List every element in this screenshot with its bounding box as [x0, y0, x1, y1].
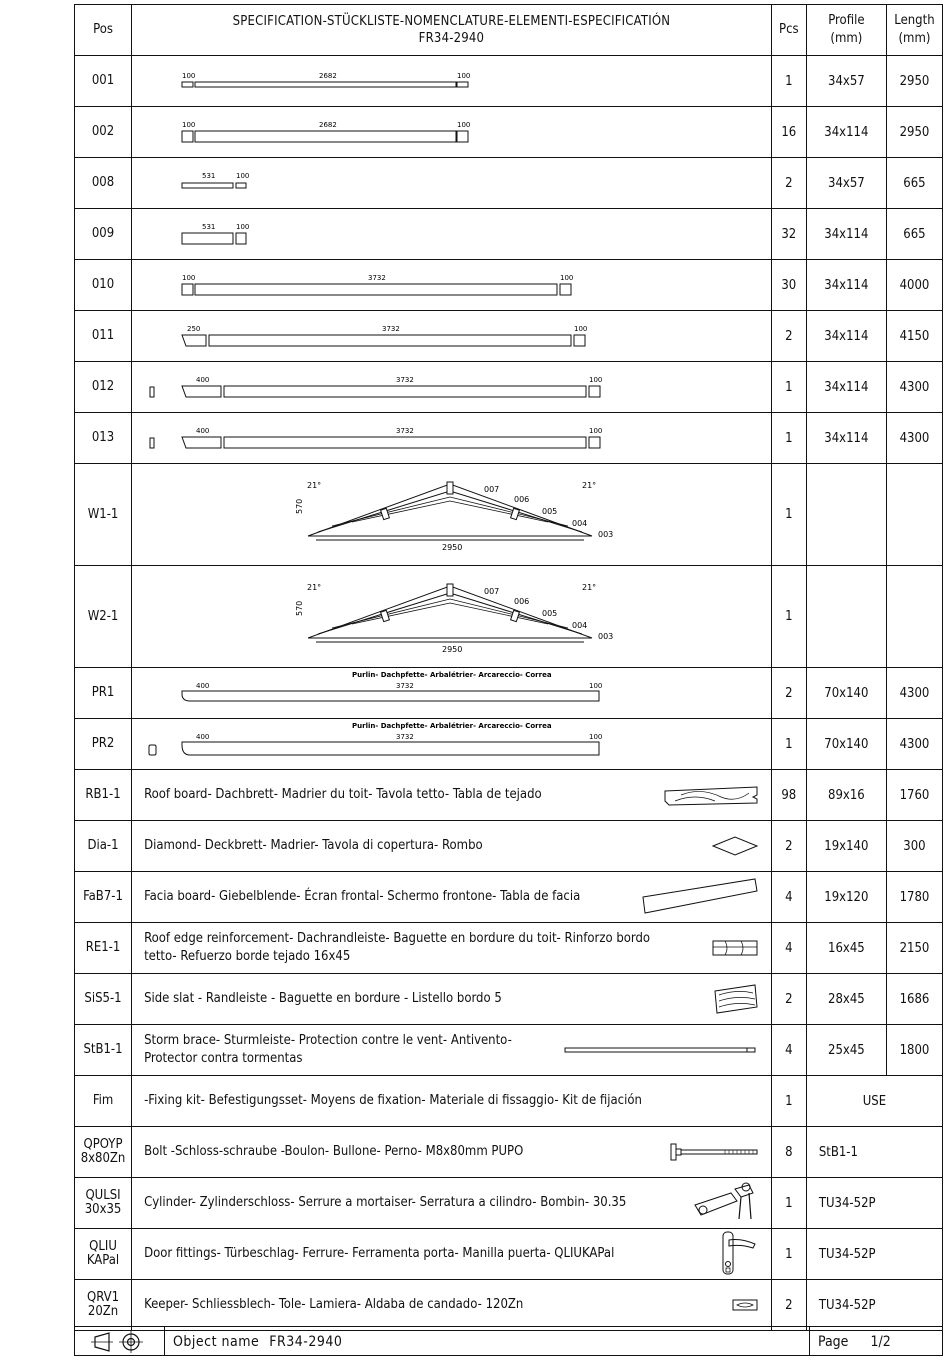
row-pos	[75, 1280, 132, 1331]
object-name-label: Object name	[173, 1333, 260, 1350]
tenon-right	[457, 82, 468, 87]
row-desc-cell	[132, 1280, 772, 1331]
tenon-right	[589, 437, 600, 448]
tenon-right	[589, 386, 600, 397]
row-pcs: 32	[771, 209, 806, 260]
row-pos-line1: QLIU	[89, 1239, 117, 1254]
title-block	[74, 1326, 943, 1356]
angle-right: 21°	[582, 481, 597, 490]
row-pcs: 30	[771, 260, 806, 311]
row-description: Bolt -Schloss-schraube -Boulon- Bullone- Perno- M8x80mm PUPO	[144, 1144, 524, 1159]
row-profile: 34x114	[806, 209, 886, 260]
header-pcs	[771, 5, 806, 56]
row-length: 4300	[886, 719, 942, 770]
tenon-right	[457, 131, 468, 142]
tenon-right	[560, 284, 571, 295]
keeper-icon	[651, 1297, 771, 1313]
part-label: 006	[514, 495, 530, 504]
dim-mid: 3732	[368, 274, 386, 282]
table-row	[75, 1076, 943, 1127]
row-use: USE	[806, 1076, 942, 1127]
page-cell	[810, 1327, 943, 1356]
table-row	[75, 770, 943, 821]
row-pos	[75, 1127, 132, 1178]
row-pcs: 1	[771, 1076, 806, 1127]
row-drawing-cell	[132, 158, 772, 209]
row-drawing-cell	[132, 260, 772, 311]
table-row	[75, 974, 943, 1025]
row-code: TU34-52P	[806, 1280, 942, 1331]
header-profile	[806, 5, 886, 56]
table-row	[75, 260, 943, 311]
part-label: 006	[514, 597, 530, 606]
plank-body	[182, 233, 233, 244]
side-slat-icon	[651, 983, 771, 1015]
row-profile: 34x114	[806, 311, 886, 362]
row-profile: 19x140	[806, 821, 886, 872]
table-row	[75, 1178, 943, 1229]
row-pcs: 4	[771, 923, 806, 974]
header-pos	[75, 5, 132, 56]
row-length: 2950	[886, 107, 942, 158]
row-description: Roof board- Dachbrett- Madrier du toit- Tavola tetto- Tabla de tejado	[144, 787, 542, 802]
row-profile: 34x114	[806, 413, 886, 464]
object-name-value: FR34-2940	[269, 1333, 343, 1350]
purlin-caption: Purlin- Dachpfette- Arbalétrier- Arcareccio- Correa	[352, 722, 552, 730]
table-row	[75, 668, 943, 719]
row-pos: Dia-1	[75, 821, 132, 872]
table-row	[75, 1280, 943, 1331]
row-pos: Fim	[75, 1076, 132, 1127]
dim-left: 100	[182, 274, 196, 282]
tenon-left	[182, 284, 193, 295]
header-profile-label: Profile	[828, 13, 865, 28]
row-description: -Fixing kit- Befestigungsset- Moyens de fixation- Materiale di fissaggio- Kit de fijación	[144, 1093, 642, 1108]
row-pos: 011	[75, 311, 132, 362]
row-desc-cell	[132, 770, 772, 821]
row-pcs: 2	[771, 974, 806, 1025]
row-profile: 34x114	[806, 362, 886, 413]
dim-left: 100	[182, 121, 196, 129]
row-desc-cell	[132, 821, 772, 872]
row-description: Roof edge reinforcement- Dachrandleiste- Baguette en bordure du toit- Rinforzo bordo tetto- Refuerzo borde tejado 16x45	[144, 931, 651, 964]
truss-ridge-block	[447, 482, 453, 494]
row-length: 665	[886, 158, 942, 209]
dim-right: 100	[589, 682, 603, 690]
dim-mid: 2682	[319, 121, 337, 129]
row-profile: 70x140	[806, 719, 886, 770]
angled-end	[182, 335, 206, 346]
row-pos-line2: 20Zn	[87, 1304, 119, 1319]
header-pcs-label: Pcs	[779, 22, 799, 37]
angle-left: 21°	[307, 583, 322, 592]
row-pos: SiS5-1	[75, 974, 132, 1025]
tenon-right	[236, 233, 246, 244]
row-length: 4300	[886, 413, 942, 464]
table-row	[75, 923, 943, 974]
part-label: 007	[484, 587, 500, 596]
row-profile: 28x45	[806, 974, 886, 1025]
row-pos-line1: QRV1	[87, 1290, 120, 1305]
projection-symbol-icon	[74, 1327, 165, 1356]
plank-body	[195, 82, 456, 87]
table-row	[75, 311, 943, 362]
plank-drawing	[132, 413, 771, 463]
plank-drawing	[132, 209, 771, 259]
row-description: Door fittings- Türbeschlag- Ferrure- Ferramenta porta- Manilla puerta- QLIUKAPal	[144, 1246, 615, 1261]
row-profile	[806, 464, 886, 566]
row-pos: RB1-1	[75, 770, 132, 821]
row-desc-cell	[132, 923, 772, 974]
row-drawing-cell	[132, 464, 772, 566]
row-pcs: 1	[771, 413, 806, 464]
row-length: 1800	[886, 1025, 942, 1076]
row-pcs: 2	[771, 1280, 806, 1331]
row-pos: W1-1	[75, 464, 132, 566]
dim-left: 400	[196, 427, 210, 435]
row-drawing-cell	[132, 668, 772, 719]
row-length	[886, 566, 942, 668]
edge-strip-icon	[651, 937, 771, 959]
plank-body	[195, 284, 557, 295]
row-description: Cylinder- Zylinderschloss- Serrure a mortaiser- Serratura a cilindro- Bombin- 30.35	[144, 1195, 627, 1210]
row-profile: 25x45	[806, 1025, 886, 1076]
row-length: 2150	[886, 923, 942, 974]
table-row	[75, 719, 943, 770]
facia-board-icon	[631, 877, 771, 917]
row-length: 1780	[886, 872, 942, 923]
row-description: Keeper- Schliessblech- Tole- Lamiera- Aldaba de candado- 120Zn	[144, 1297, 524, 1312]
row-length: 4300	[886, 362, 942, 413]
row-pos-line1: QPOYP	[83, 1137, 123, 1152]
specification-table	[74, 4, 943, 1331]
row-length	[886, 464, 942, 566]
part-label: 005	[542, 507, 558, 516]
table-row	[75, 464, 943, 566]
purlin-beam	[182, 742, 599, 755]
table-row	[75, 209, 943, 260]
table-row	[75, 1127, 943, 1178]
header-title-cell	[132, 5, 772, 56]
row-desc-cell	[132, 1127, 772, 1178]
row-desc-cell	[132, 1178, 772, 1229]
dim-left: 400	[196, 376, 210, 384]
dim-mid: 3732	[396, 682, 414, 690]
row-drawing-cell	[132, 413, 772, 464]
dim-mid: 3732	[396, 376, 414, 384]
purlin-caption: Purlin- Dachpfette- Arbalétrier- Arcareccio- Correa	[352, 671, 552, 679]
table-row	[75, 1025, 943, 1076]
dim-left: 531	[202, 172, 216, 180]
row-pos: StB1-1	[75, 1025, 132, 1076]
table-row	[75, 413, 943, 464]
page-value: 1/2	[870, 1333, 891, 1350]
row-pcs: 16	[771, 107, 806, 158]
purlin-beam	[182, 691, 599, 701]
dim-mid: 2682	[319, 72, 337, 80]
row-pcs: 1	[771, 566, 806, 668]
row-pos-line2: KAPal	[86, 1253, 120, 1268]
row-pos: PR1	[75, 668, 132, 719]
truss-ridge-block	[447, 584, 453, 596]
header-length-unit: (mm)	[898, 31, 931, 46]
row-pos: 009	[75, 209, 132, 260]
row-drawing-cell	[132, 107, 772, 158]
row-pcs: 1	[771, 719, 806, 770]
dim-right: 100	[236, 172, 250, 180]
dim-right: 100	[589, 733, 603, 741]
plank-drawing	[132, 107, 771, 157]
angled-end	[182, 437, 221, 448]
row-description: Diamond- Deckbrett- Madrier- Tavola di copertura- Rombo	[144, 838, 483, 853]
row-description: Side slat - Randleiste - Baguette en bordure - Listello bordo 5	[144, 991, 502, 1006]
truss-width: 2950	[442, 645, 463, 654]
row-pcs: 4	[771, 1025, 806, 1076]
row-pos: 012	[75, 362, 132, 413]
row-pos: 008	[75, 158, 132, 209]
part-label: 004	[572, 519, 588, 528]
dim-left: 531	[202, 223, 216, 231]
row-profile: 70x140	[806, 668, 886, 719]
truss-width: 2950	[442, 543, 463, 552]
bolt-icon	[651, 1140, 771, 1164]
row-pcs: 1	[771, 56, 806, 107]
row-pos: 010	[75, 260, 132, 311]
row-pos: 001	[75, 56, 132, 107]
header-length	[886, 5, 942, 56]
plank-drawing	[132, 260, 771, 310]
part-label: 005	[542, 609, 558, 618]
part-label: 003	[598, 632, 614, 641]
row-desc-cell	[132, 1076, 772, 1127]
plank-body	[224, 437, 586, 448]
row-pos-line1: QULSI	[85, 1188, 121, 1203]
plank-body	[195, 131, 456, 142]
truss-height: 570	[295, 600, 305, 616]
plank-drawing	[132, 362, 771, 412]
table-row	[75, 362, 943, 413]
part-label: 004	[572, 621, 588, 630]
row-drawing-cell	[132, 311, 772, 362]
row-length: 300	[886, 821, 942, 872]
header-title: SPECIFICATION-STÜCKLISTE-NOMENCLATURE-ELEMENTI-ESPECIFICATIÓN	[232, 14, 671, 29]
row-pos: PR2	[75, 719, 132, 770]
dim-right: 100	[589, 376, 603, 384]
header-pos-label: Pos	[93, 22, 113, 37]
row-pos: FaB7-1	[75, 872, 132, 923]
row-profile: 34x57	[806, 56, 886, 107]
tenon-right	[574, 335, 585, 346]
row-pcs: 8	[771, 1127, 806, 1178]
plank-drawing	[132, 56, 771, 106]
cylinder-lock-icon	[651, 1179, 771, 1227]
row-profile: 34x114	[806, 260, 886, 311]
dim-right: 100	[589, 427, 603, 435]
dim-left: 100	[182, 72, 196, 80]
row-pcs: 2	[771, 158, 806, 209]
row-drawing-cell	[132, 209, 772, 260]
row-drawing-cell	[132, 362, 772, 413]
row-drawing-cell	[132, 566, 772, 668]
truss-height: 570	[295, 498, 305, 514]
row-pcs: 2	[771, 311, 806, 362]
row-description: Facia board- Giebelblende- Écran frontal- Schermo frontone- Tabla de facia	[144, 889, 581, 904]
dim-mid: 3732	[396, 427, 414, 435]
purlin-drawing	[132, 668, 771, 718]
dim-right: 100	[574, 325, 588, 333]
diamond-icon	[651, 835, 771, 857]
row-pcs: 2	[771, 668, 806, 719]
row-length: 1686	[886, 974, 942, 1025]
dim-right: 100	[560, 274, 574, 282]
part-label: 003	[598, 530, 614, 539]
row-profile: 16x45	[806, 923, 886, 974]
row-pos	[75, 1178, 132, 1229]
dim-mid: 3732	[396, 733, 414, 741]
row-code: StB1-1	[806, 1127, 942, 1178]
header-length-label: Length	[894, 13, 935, 28]
row-profile	[806, 566, 886, 668]
page-label: Page	[818, 1333, 849, 1350]
dim-left: 400	[196, 682, 210, 690]
row-pcs: 1	[771, 1229, 806, 1280]
tenon-right	[236, 183, 246, 188]
dim-right: 100	[457, 72, 471, 80]
section-marker	[149, 745, 156, 755]
row-profile: 19x120	[806, 872, 886, 923]
row-pcs: 1	[771, 362, 806, 413]
row-description: Storm brace- Sturmleiste- Protection contre le vent- Antivento- Protector contra tormentas	[144, 1033, 512, 1066]
tenon-left	[182, 131, 193, 142]
purlin-drawing	[132, 719, 771, 769]
dim-right: 100	[457, 121, 471, 129]
table-row	[75, 158, 943, 209]
roof-board-icon	[651, 783, 771, 807]
table-row	[75, 1229, 943, 1280]
dim-left: 400	[196, 733, 210, 741]
row-length: 665	[886, 209, 942, 260]
row-profile: 89x16	[806, 770, 886, 821]
row-length: 4300	[886, 668, 942, 719]
row-desc-cell	[132, 974, 772, 1025]
truss-drawing	[132, 566, 771, 667]
row-desc-cell	[132, 1025, 772, 1076]
section-marker	[150, 438, 154, 448]
storm-brace-icon	[551, 1045, 771, 1055]
row-pos-line2: 8x80Zn	[80, 1151, 126, 1166]
row-code: TU34-52P	[806, 1178, 942, 1229]
row-pcs: 1	[771, 464, 806, 566]
row-pcs: 2	[771, 821, 806, 872]
plank-body	[209, 335, 571, 346]
header-code: FR34-2940	[418, 31, 485, 46]
angled-end	[182, 386, 221, 397]
row-desc-cell	[132, 1229, 772, 1280]
row-pcs: 4	[771, 872, 806, 923]
header-profile-unit: (mm)	[830, 31, 863, 46]
dim-mid: 3732	[382, 325, 400, 333]
row-pos: 013	[75, 413, 132, 464]
plank-drawing	[132, 311, 771, 361]
plank-body	[182, 183, 233, 188]
row-drawing-cell	[132, 719, 772, 770]
object-name-cell	[165, 1327, 810, 1356]
row-length: 4150	[886, 311, 942, 362]
row-length: 2950	[886, 56, 942, 107]
row-desc-cell	[132, 872, 772, 923]
truss-drawing	[132, 464, 771, 565]
dim-right: 100	[236, 223, 250, 231]
row-pos-line2: 30x35	[84, 1202, 122, 1217]
row-length: 4000	[886, 260, 942, 311]
row-drawing-cell	[132, 56, 772, 107]
table-row	[75, 107, 943, 158]
tenon-left	[182, 82, 193, 87]
dim-left: 250	[187, 325, 201, 333]
plank-drawing	[132, 158, 771, 208]
row-pos: W2-1	[75, 566, 132, 668]
table-header-row	[75, 5, 943, 56]
row-pos: RE1-1	[75, 923, 132, 974]
table-row	[75, 821, 943, 872]
row-profile: 34x114	[806, 107, 886, 158]
section-marker	[150, 387, 154, 397]
row-length: 1760	[886, 770, 942, 821]
table-row	[75, 56, 943, 107]
row-pos: 002	[75, 107, 132, 158]
angle-left: 21°	[307, 481, 322, 490]
table-row	[75, 872, 943, 923]
row-code: TU34-52P	[806, 1229, 942, 1280]
row-pcs: 98	[771, 770, 806, 821]
angle-right: 21°	[582, 583, 597, 592]
row-pcs: 1	[771, 1178, 806, 1229]
part-label: 007	[484, 485, 500, 494]
row-pos	[75, 1229, 132, 1280]
table-row	[75, 566, 943, 668]
plank-body	[224, 386, 586, 397]
row-profile: 34x57	[806, 158, 886, 209]
door-handle-icon	[651, 1230, 771, 1278]
